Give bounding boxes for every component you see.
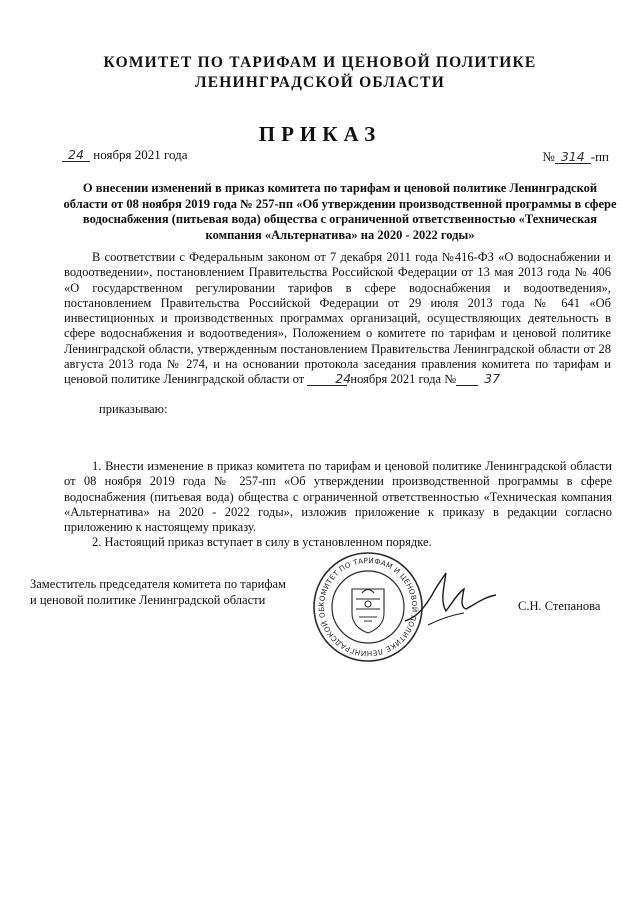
order-item-2: 2. Настоящий приказ вступает в силу в установленном порядке.: [92, 535, 432, 550]
order-date: [62, 147, 188, 163]
order-items: [64, 459, 612, 551]
signatory-name: С.Н. Степанова: [518, 599, 601, 613]
order-item-1: 1. Внести изменение в приказ комитета по тарифам и ценовой политике Ленинградской области от 08 ноября 2019 года № 257-пп «Об утверждении производственной программы в сфере водоснабжения (питьевая вода) общества с ограниченной ответственностью «Техническая компания «Альтернатива» на 2020 - 2022 годы», изложив приложение к приказу в редакции согласно приложению к настоящему приказу.: [64, 459, 612, 535]
document-header: [0, 53, 640, 93]
preamble-text: В соответствии с Федеральным законом от 7 декабря 2011 года №416-ФЗ «О водоснабжении и водоотведении», постановлением Правительства Российской Федерации от 13 мая 2013 года № 406 «О государственном регулировании тарифов в сфере водоснабжения и водоотведения», постановлением Правительства Российской Федерации от 29 июля 2013 года № 641 «Об инвестиционных и производственных программах организаций, осуществляющих деятельность в сфере водоснабжения и водоотведения», Положением о комитете по тарифам и ценовой политике Ленинградской области, утвержденным постановлением Правительства Ленинградской области от 28 августа 2013 года № 274, и на основании протокола заседания правления комитета по тарифам и ценовой политике Ленинградской области от: [64, 250, 611, 387]
coat-of-arms-icon: [352, 589, 384, 633]
signatory-position: [30, 577, 286, 608]
order-number: [542, 149, 609, 165]
document-title: ПРИКАЗ: [258, 122, 382, 146]
preamble-paragraph: [64, 250, 611, 388]
order-date-rest: ноября 2021 года: [93, 147, 188, 162]
order-subject: О внесении изменений в приказ комитета по тарифам и ценовой политике Ленинградской области от 08 ноября 2019 года № 257-пп «Об утверждении производственной программы в сфере водоснабжения (питьевая вода) общества с ограниченной ответственностью «Техническая компания «Альтернатива» на 2020 - 2022 годы»: [63, 181, 617, 242]
protocol-date-rest: ноября 2021 года №: [350, 372, 457, 387]
protocol-day: 24: [307, 372, 347, 386]
header-line-2: ЛЕНИНГРАДСКОЙ ОБЛАСТИ: [195, 74, 445, 91]
order-number-prefix: №: [542, 149, 555, 164]
order-number-value: 314: [555, 150, 591, 164]
signatory-position-line-1: Заместитель председателя комитета по тарифам: [30, 577, 286, 591]
protocol-number: 37: [456, 372, 478, 386]
order-number-suffix: -пп: [590, 149, 609, 164]
handwritten-signature: [400, 565, 500, 640]
header-line-1: КОМИТЕТ ПО ТАРИФАМ И ЦЕНОВОЙ ПОЛИТИКЕ: [103, 54, 537, 71]
signatory-position-line-2: и ценовой политике Ленинградской области: [30, 592, 266, 607]
order-date-day: 24: [62, 148, 90, 162]
order-word: приказываю:: [99, 402, 168, 416]
seal-ring-text: КОМИТЕТ ПО ТАРИФАМ И ЦЕНОВОЙ ПОЛИТИКЕ ЛЕНИНГРАДСКОЙ ОБ: [316, 555, 420, 659]
